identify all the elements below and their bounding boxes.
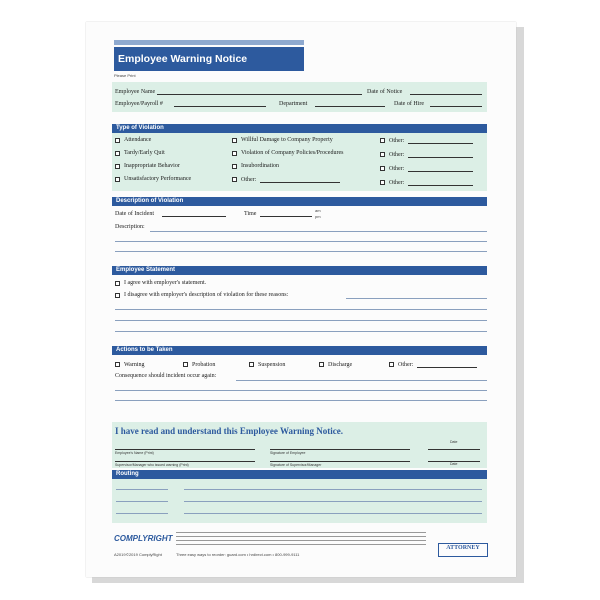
department-field[interactable] bbox=[315, 100, 385, 107]
violation-option[interactable] bbox=[232, 163, 343, 169]
description-line[interactable] bbox=[115, 241, 487, 242]
other-field[interactable] bbox=[260, 176, 340, 183]
department-label: Department bbox=[279, 101, 308, 107]
routing-line[interactable] bbox=[184, 513, 482, 514]
actions-section-heading: Actions to be Taken bbox=[112, 346, 487, 355]
disagree-option[interactable] bbox=[115, 292, 288, 298]
checkbox[interactable] bbox=[380, 166, 385, 171]
checkbox[interactable] bbox=[115, 177, 120, 182]
checkbox[interactable] bbox=[115, 281, 120, 286]
violation-option-label: Other: bbox=[389, 151, 405, 158]
violation-option-label: Other: bbox=[389, 179, 405, 186]
form-code: A2019 bbox=[114, 552, 126, 557]
checkbox[interactable] bbox=[319, 362, 324, 367]
consequence-label: Consequence should incident occur again: bbox=[115, 373, 217, 379]
checkbox[interactable] bbox=[115, 151, 120, 156]
checkbox[interactable] bbox=[249, 362, 254, 367]
reorder-line: Three easy ways to reorder: guard.com • hrdirect.com • 800-999-9111 bbox=[176, 552, 300, 557]
checkbox[interactable] bbox=[115, 293, 120, 298]
violation-option[interactable] bbox=[115, 163, 191, 169]
routing-section-heading: Routing bbox=[112, 470, 487, 479]
date-caption-2: Date bbox=[450, 462, 458, 466]
violation-option-label: Unsatisfactory Performance bbox=[124, 176, 192, 182]
violation-option-label: Violation of Company Policies/Procedures bbox=[241, 150, 344, 156]
violation-option-label: Willful Damage to Company Property bbox=[241, 137, 333, 143]
supervisor-name-print-field[interactable] bbox=[115, 455, 255, 462]
print-note: Please Print bbox=[114, 73, 136, 78]
disclaimer-fineprint bbox=[176, 530, 426, 548]
action-option-label: Probation bbox=[192, 361, 216, 368]
violation-column-2 bbox=[232, 137, 343, 183]
other-field[interactable] bbox=[417, 361, 477, 368]
violation-option-label: Other: bbox=[389, 137, 405, 144]
brand-name: COMPLYRIGHT bbox=[114, 534, 173, 543]
routing-line[interactable] bbox=[116, 513, 168, 514]
violation-section-heading: Type of Violation bbox=[112, 124, 487, 133]
form-sheet bbox=[86, 22, 516, 577]
employee-signature-caption: Signature of Employee bbox=[270, 451, 306, 455]
checkbox[interactable] bbox=[232, 138, 237, 143]
agree-option[interactable] bbox=[115, 280, 206, 286]
description-section-heading: Description of Violation bbox=[112, 197, 487, 206]
action-option[interactable] bbox=[183, 361, 249, 368]
employee-name-print-field[interactable] bbox=[115, 443, 255, 450]
time-label: Time bbox=[244, 211, 257, 217]
checkbox[interactable] bbox=[183, 362, 188, 367]
action-option-label: Other: bbox=[398, 361, 414, 368]
violation-column-1 bbox=[115, 137, 191, 182]
statement-line[interactable] bbox=[115, 309, 487, 310]
routing-line[interactable] bbox=[116, 489, 168, 490]
action-option-label: Discharge bbox=[328, 361, 353, 368]
attorney-badge bbox=[438, 543, 488, 557]
violation-option[interactable] bbox=[380, 151, 473, 158]
other-field[interactable] bbox=[408, 151, 473, 158]
pm-label: pm bbox=[315, 214, 321, 219]
agree-label: I agree with employer's statement. bbox=[124, 280, 207, 286]
description-line[interactable] bbox=[150, 231, 487, 232]
supervisor-signature-field[interactable] bbox=[270, 455, 410, 462]
statement-section-heading: Employee Statement bbox=[112, 266, 487, 275]
checkbox[interactable] bbox=[115, 164, 120, 169]
violation-option-label: Other: bbox=[389, 165, 405, 172]
violation-option-label: Attendance bbox=[124, 137, 152, 143]
statement-line[interactable] bbox=[115, 331, 487, 332]
supervisor-signature-caption: Signature of Supervisor/Manager bbox=[270, 463, 322, 467]
employee-signature-field[interactable] bbox=[270, 443, 410, 450]
date-of-notice-field[interactable] bbox=[410, 88, 482, 95]
action-option[interactable] bbox=[115, 361, 183, 368]
other-field[interactable] bbox=[408, 165, 473, 172]
statement-line[interactable] bbox=[346, 298, 487, 299]
date-of-hire-field[interactable] bbox=[430, 100, 482, 107]
violation-option[interactable] bbox=[232, 137, 343, 143]
date-of-hire-label: Date of Hire bbox=[394, 101, 424, 107]
supervisor-date-field[interactable] bbox=[428, 455, 480, 462]
other-field[interactable] bbox=[408, 179, 473, 186]
violation-option[interactable] bbox=[115, 137, 191, 143]
statement-line[interactable] bbox=[115, 320, 487, 321]
time-field[interactable] bbox=[260, 210, 312, 217]
complyright-logo bbox=[114, 534, 173, 543]
date-caption-1: Date bbox=[450, 440, 458, 444]
violation-option[interactable] bbox=[380, 165, 473, 172]
violation-option[interactable] bbox=[380, 137, 473, 144]
date-of-notice-label: Date of Notice bbox=[367, 89, 403, 95]
violation-option-label: Other: bbox=[241, 176, 257, 183]
date-of-incident-label: Date of Incident bbox=[115, 211, 154, 217]
form-title: Employee Warning Notice bbox=[114, 47, 304, 71]
checkbox[interactable] bbox=[232, 164, 237, 169]
employee-name-field[interactable] bbox=[157, 88, 362, 95]
action-option[interactable] bbox=[249, 361, 319, 368]
violation-option[interactable] bbox=[232, 176, 343, 183]
description-line[interactable] bbox=[115, 251, 487, 252]
checkbox[interactable] bbox=[380, 180, 385, 185]
checkbox[interactable] bbox=[389, 362, 394, 367]
routing-panel bbox=[112, 479, 487, 523]
violation-option[interactable] bbox=[115, 176, 191, 182]
checkbox[interactable] bbox=[380, 138, 385, 143]
action-option-label: Warning bbox=[124, 361, 145, 368]
checkbox[interactable] bbox=[232, 177, 237, 182]
violation-panel bbox=[112, 133, 487, 191]
header-fields-panel bbox=[112, 82, 487, 112]
violation-option[interactable] bbox=[380, 179, 473, 186]
violation-option-label: Tardy/Early Quit bbox=[124, 150, 165, 156]
description-label: Description: bbox=[115, 224, 145, 230]
checkbox[interactable] bbox=[115, 138, 120, 143]
routing-line[interactable] bbox=[184, 501, 482, 502]
acknowledgement-panel bbox=[112, 422, 487, 468]
violation-option-label: Inappropriate Behavior bbox=[124, 163, 180, 169]
attorney-badge-text: ATTORNEY bbox=[446, 545, 480, 551]
am-label: am bbox=[315, 208, 321, 213]
title-accent-bar bbox=[114, 40, 304, 45]
action-option-label: Suspension bbox=[258, 361, 286, 368]
consequence-line[interactable] bbox=[115, 390, 487, 391]
employee-payroll-label: Employee/Payroll # bbox=[115, 101, 163, 107]
employee-name-print-caption: Employee's Name (Print) bbox=[115, 451, 154, 455]
routing-line[interactable] bbox=[116, 501, 168, 502]
checkbox[interactable] bbox=[115, 362, 120, 367]
violation-option[interactable] bbox=[115, 150, 191, 156]
acknowledgement-text: I have read and understand this Employee Warning Notice. bbox=[115, 426, 343, 436]
consequence-line[interactable] bbox=[115, 400, 487, 401]
consequence-line[interactable] bbox=[236, 380, 487, 381]
checkbox[interactable] bbox=[380, 152, 385, 157]
violation-option[interactable] bbox=[232, 150, 343, 156]
violation-option-label: Insubordination bbox=[241, 163, 279, 169]
checkbox[interactable] bbox=[232, 151, 237, 156]
other-field[interactable] bbox=[408, 137, 473, 144]
employee-date-field[interactable] bbox=[428, 443, 480, 450]
action-option[interactable] bbox=[389, 361, 477, 368]
violation-column-3 bbox=[380, 137, 473, 186]
copyright: ©2019 ComplyRight bbox=[126, 552, 162, 557]
routing-line[interactable] bbox=[184, 489, 482, 490]
employee-name-label: Employee Name bbox=[115, 89, 156, 95]
actions-options-row bbox=[115, 361, 477, 368]
date-of-incident-field[interactable] bbox=[162, 210, 226, 217]
employee-payroll-field[interactable] bbox=[174, 100, 266, 107]
action-option[interactable] bbox=[319, 361, 389, 368]
disagree-label: I disagree with employer's description of violation for these reasons: bbox=[124, 292, 289, 298]
supervisor-name-print-caption: Supervisor/Manager who issued warning (Print) bbox=[115, 463, 189, 467]
